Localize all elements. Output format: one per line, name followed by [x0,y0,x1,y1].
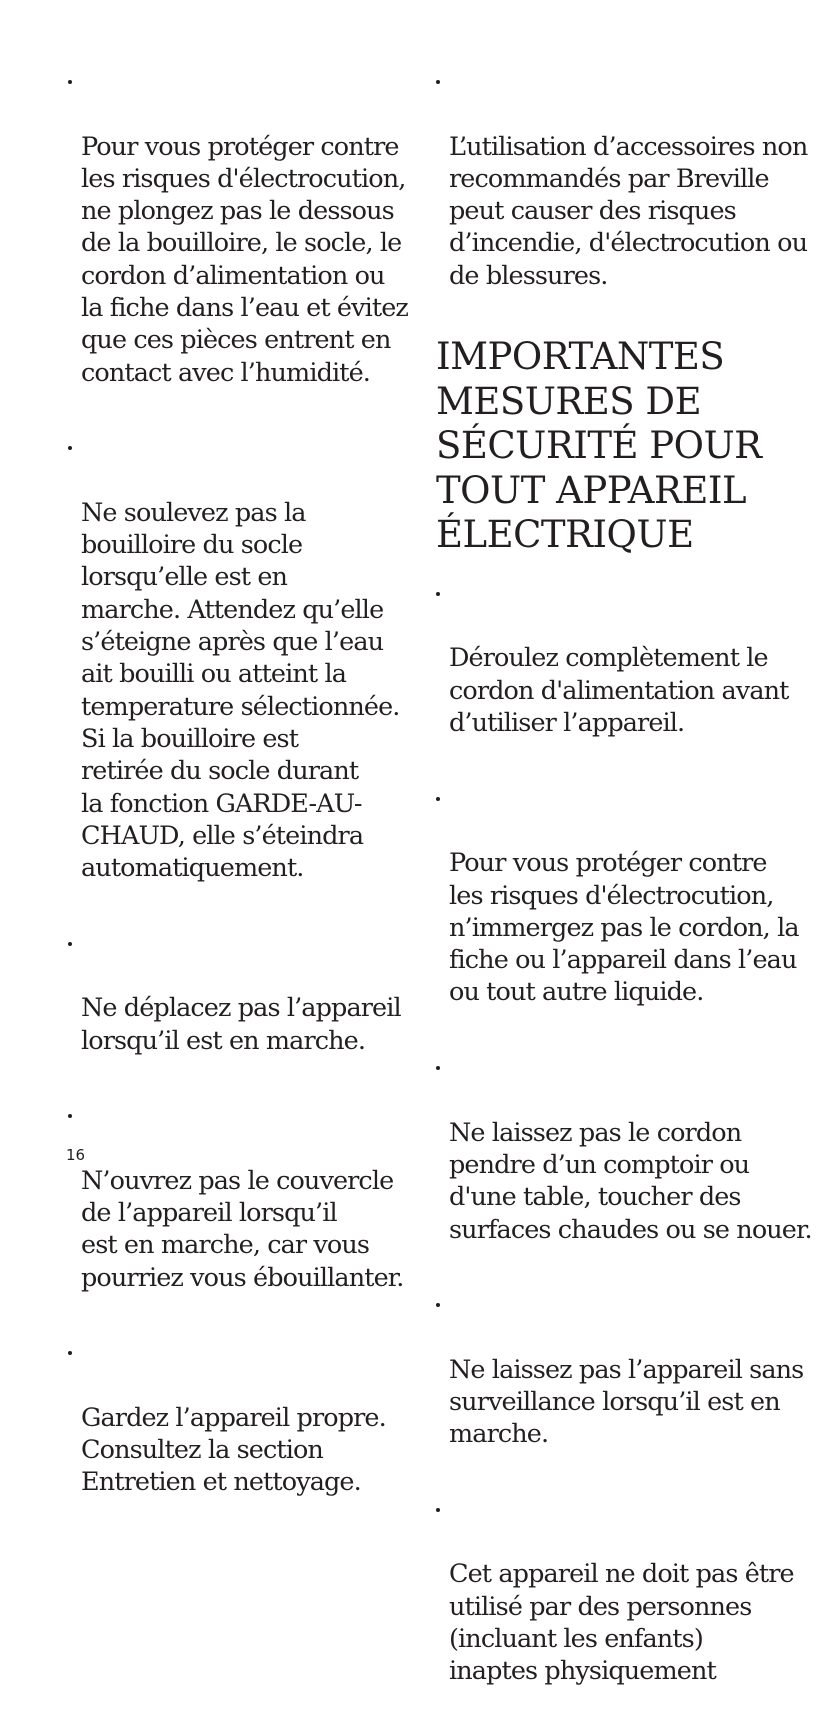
right-bullet-list [430,578,825,1720]
left-column [62,66,412,1542]
list-item [430,1289,825,1483]
list-item [62,1100,412,1326]
list-item [430,1494,825,1720]
bullet-icon [68,80,72,84]
bullet-icon [68,942,72,946]
bullet-icon [436,592,440,596]
bullet-icon [68,1114,72,1118]
page-number: 16 [66,1146,86,1164]
list-item-text: Pour vous protéger contre les risques d'électrocution, n’immergez pas le cordon, la fiche ou l’appareil dans l’eau ou tout autre liquide. [449,848,799,1008]
left-bullet-list [62,66,412,1531]
list-item-text: Déroulez complètement le cordon d'alimentation avant d’utiliser l’appareil. [449,643,789,739]
list-item-text: N’ouvrez pas le couvercle de l’appareil lorsqu’il est en marche, car vous pourriez vous ébouillanter. [81,1165,404,1293]
bullet-icon [68,1351,72,1355]
list-item-text: L’utilisation d’accessoires non recommandés par Breville peut causer des risques d’incendie, d'électrocution ou de blessures. [449,131,808,291]
bullet-icon [436,1508,440,1512]
list-item-text: Pour vous protéger contre les risques d'électrocution, ne plongez pas le dessous de la bouilloire, le socle, le cordon d’alimentation ou la fiche dans l’eau et évitez que ces pièces entrent en contact avec l’humidité. [81,131,408,388]
bullet-icon [436,1303,440,1307]
section-heading: IMPORTANTES MESURES DE SÉCURITÉ POUR TOUT APPAREIL ÉLECTRIQUE [436,335,762,557]
list-item [430,1052,825,1278]
list-item [62,432,412,916]
list-item [430,578,825,772]
list-item-text: Cet appareil ne doit pas être utilisé par des personnes (incluant les enfants) inaptes physiquement [449,1559,794,1687]
bullet-icon [68,446,72,450]
list-item-text: Ne laissez pas l’appareil sans surveillance lorsqu’il est en marche. [449,1354,804,1450]
list-item-text: Ne laissez pas le cordon pendre d’un comptoir ou d'une table, toucher des surfaces chaudes ou se nouer. [449,1117,812,1245]
bullet-icon [436,80,440,84]
list-item [62,928,412,1089]
bullet-icon [436,797,440,801]
list-item [430,66,825,324]
intro-bullet-list [430,66,825,324]
list-item [62,1337,412,1531]
list-item [62,66,412,421]
bullet-icon [436,1066,440,1070]
right-column [430,66,825,1731]
list-item-text: Gardez l’appareil propre. Consultez la section Entretien et nettoyage. [81,1402,386,1498]
list-item [430,783,825,1041]
list-item-text: Ne déplacez pas l’appareil lorsqu’il est en marche. [81,993,401,1056]
list-item-text: Ne soulevez pas la bouilloire du socle lorsqu’elle est en marche. Attendez qu’elle s’éteigne après que l’eau ait bouilli ou atteint la temperature sélectionnée. Si la bouilloire est retirée du socle durant la fonction GARDE-AU- CHAUD, elle s’éteindra automatiquement. [81,497,400,884]
